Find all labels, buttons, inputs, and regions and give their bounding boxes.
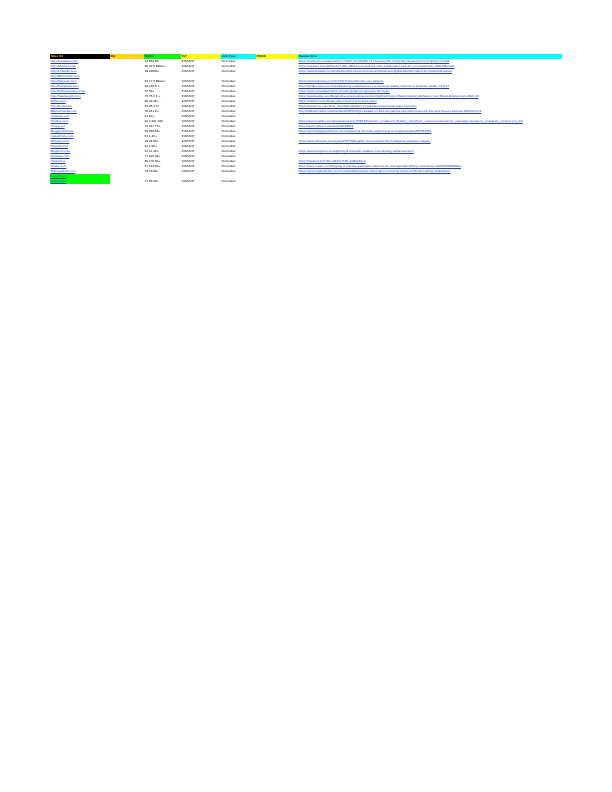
sample-post-link[interactable]: https://justthenews.com/manufacturing-smarthomes-in-a-new-next-quality-improve-to-products-quality-744774 [298,84,450,88]
site-link[interactable]: http://Linkedin.com [50,69,77,73]
site-link[interactable]: http://Medium.com [50,64,77,68]
cell-traffic[interactable]: 71 56.3K+ [144,179,159,183]
cell-tat[interactable]: INSTANT [181,154,195,158]
cell-link-type[interactable]: Do Follow [221,109,236,113]
cell-tat[interactable]: INSTANT [181,164,195,168]
cell-site-url[interactable] [50,179,110,184]
cell-link-type[interactable]: Do Follow [221,149,236,153]
sample-post-link[interactable]: https://saarweekly.com/blog/online-post-posting-metrics/2023/12/crypto-Plastic-Industry-Enhance-Your-Brand-Environment-2023-18 [298,94,479,98]
cell-traffic[interactable]: 41 2K+ [144,114,155,118]
cell-link-type[interactable]: Do Follow [221,139,236,143]
site-link[interactable]: lenmoscom [50,179,67,183]
site-link[interactable]: Ouiarc.com [50,164,67,168]
sample-post-link[interactable]: https://www.zillowwrt.com/posts/278754/English-Cream-Royal-Touch-Ragamet-pleasant-majesty [298,139,431,143]
sample-post-link[interactable]: https://www.fairnews.com/1771517/virtual-homes-nyc-patients [298,79,384,83]
header-site-url[interactable]: Sites Url [50,54,110,59]
cell-tat[interactable]: INSTANT [181,64,195,68]
cell-traffic[interactable]: 34 1.9K+ [144,144,158,148]
site-link[interactable]: Zillowwrt.com [50,139,70,143]
site-link[interactable]: http://Facebook.com [50,84,79,88]
sample-post-link[interactable]: https://www.bloggerjobhouse.com/supporting-10-online-login-topup-in-singapore-EasyBRS84483 [298,129,432,133]
cell-tat[interactable]: INSTANT [181,69,195,73]
cell-tat[interactable]: INSTANT [181,169,195,173]
cell-tat[interactable]: INSTANT [181,159,195,163]
cell-tat[interactable]: INSTANT [181,149,195,153]
cell-link-type[interactable]: Do Follow [221,99,236,103]
header-tat[interactable]: TaT [181,54,221,59]
cell-link-type[interactable]: Do Follow [221,179,236,183]
cell-traffic[interactable]: 78 241 K+ [144,109,159,113]
cell-link-type[interactable]: No Follow [221,64,236,68]
cell-link-type[interactable]: Do Follow [221,154,236,158]
cell-tat[interactable]: INSTANT [181,104,195,108]
spreadsheet-table [50,54,562,184]
cell-link-type[interactable]: Do Follow [221,104,236,108]
cell-link-type[interactable]: Do Follow [221,69,236,73]
site-link[interactable]: http://fairnews.com [50,79,77,83]
cell-tat[interactable]: INSTANT [181,99,195,103]
site-link[interactable]: Bloggerjobhouse [50,129,74,133]
site-link[interactable]: Yhope.net [50,124,65,128]
cell-traffic[interactable]: 99 166 K + [144,84,160,88]
header-sample-post[interactable]: Sample Post [298,54,562,59]
site-link[interactable]: Babloshmedia.com [50,109,77,113]
site-link[interactable]: Kiwinds.com [50,144,68,148]
cell-tat[interactable]: INSTANT [181,94,195,98]
site-link[interactable]: Casasfinxlo.com [50,134,74,138]
cell-link-type[interactable]: Do Follow [221,124,236,128]
cell-link-type[interactable]: Do Follow [221,129,236,133]
site-link[interactable]: Toastgay.com [50,114,70,118]
site-link[interactable]: Blogsoon.com [50,149,71,153]
site-link[interactable]: Bollisort.us [50,99,66,103]
cell-tat[interactable]: INSTANT [181,179,195,183]
cell-traffic[interactable]: 51 1.4K+ [144,134,158,138]
sample-post-link[interactable]: https://www.postline.com/questions/a-buy-86843/Post?utm_medium=nyfodiarty_visuphuler_content-meta-referrer_campaign-questions_meanlystc_content-ymt_link [298,119,523,123]
cell-traffic[interactable]: 26 25.9K+ [144,139,159,143]
site-link[interactable]: Postline.com [50,119,69,123]
cell-link-type[interactable]: Do Follow [221,159,236,163]
cell-da[interactable] [110,179,144,184]
sample-post-link[interactable]: https://hackerd.io/0-b0f-e023he7b0b-aid8d23ded [298,159,366,163]
cell-traffic[interactable]: 95 22.5 Billion+ [144,64,166,68]
cell-tat[interactable]: INSTANT [181,139,195,143]
cell-link-type[interactable]: No Follow [221,79,236,83]
table-row [50,179,562,184]
cell-traffic[interactable]: 92 3,401,186 [144,119,163,123]
site-link[interactable]: http://Postcome [50,104,73,108]
cell-traffic[interactable]: 67 122.5K+ [144,164,161,168]
cell-traffic[interactable]: 10 864.8K [144,59,159,63]
cell-tat[interactable]: INSTANT [181,134,195,138]
sample-post-link[interactable]: https://www.linkedin.com/pulse/benefits-of-ecommerce-and-business-digital-transformation-for-small-businesses [298,69,452,73]
cell-traffic[interactable]: 78 18.8K+ [144,169,159,173]
site-link[interactable]: http://Fairvierwmicro.com [50,89,86,93]
sample-post-link[interactable]: https://www.ouiarc.com/blog/top-3-practice-estimates-starts-for-an-unforgettable-fishing-experience-id-0981898828#aa [298,164,461,168]
sample-post-link[interactable]: https://fossbytes.com/generate-i-71021-10-944266-i-5-choosing-the-enterprise-development-company-in-india [298,59,450,63]
header-da[interactable]: DA [110,54,144,59]
site-link[interactable]: http://Saarweekly.com [50,94,81,98]
cell-link-type[interactable]: Do Follow [221,94,236,98]
sample-post-link[interactable]: https://www.brigineachao.com/contact/1021/double-sided-tape-converting-prices-to/TB-dermatiting-applications [298,169,451,173]
cell-tat[interactable]: INSTANT [181,84,195,88]
cell-traffic[interactable]: 89 176.6K+ [144,159,161,163]
sample-post-link[interactable]: https://medium.com/@Pravin/7-hidn-differences-and-full-code-explanation-step-for-xyz-trusted-tips-1f62b3f6ace61 [298,64,455,68]
cell-traffic[interactable]: 67 5K+ [144,89,155,93]
cell-traffic[interactable]: 99 29684+ [144,69,160,73]
cell-tat[interactable]: INSTANT [181,79,195,83]
sample-post-link[interactable]: http://babloshmedia.com/business/2015/07/get-treated-on-free-slot-games-pay-slots-online-for-free-and-free-no-internet-19/0412.html [298,109,482,113]
cell-tat[interactable]: INSTANT [181,129,195,133]
sample-post-link[interactable]: https://www.newvidtechnews.com/all-global-components-for-crypto [298,89,390,93]
header-price[interactable]: PRICE [256,54,298,59]
table-body [50,59,562,184]
site-link[interactable]: http://fossbytes.com [50,59,79,63]
cell-link-type[interactable]: Do Follow [221,119,236,123]
cell-sample-post[interactable] [298,179,562,184]
sample-post-link[interactable]: https://www.blogsoon.com/@harry/3-research-paddles-in-technology-advancements [298,149,414,153]
cell-tat[interactable]: INSTANT [181,124,195,128]
cell-link-type[interactable]: Do Follow [221,144,236,148]
site-link[interactable]: Ipaniage.com [50,154,70,158]
cell-link-type[interactable]: Do Follow [221,164,236,168]
cell-traffic[interactable]: 90 34.9K+ [144,99,159,103]
cell-tat[interactable]: INSTANT [181,59,195,63]
cell-link-type[interactable]: Do Follow [221,134,236,138]
cell-link-type[interactable]: Do Follow [221,59,236,63]
cell-link-type[interactable]: No Follow [221,89,236,93]
sample-post-link[interactable]: https://bollisort.us/software-when-buying-tech-tools-index [298,99,377,103]
cell-price[interactable] [256,179,298,184]
site-link[interactable]: lenmoscom [50,174,67,178]
header-traffic[interactable]: Traffic [144,54,181,59]
cell-traffic[interactable]: 76 75.6 K + [144,94,161,98]
cell-traffic[interactable]: 76 257.7K+ [144,124,161,128]
cell-link-type[interactable]: Do Follow [221,169,236,173]
cell-link-type[interactable]: Do Follow [221,84,236,88]
cell-tat[interactable]: INSTANT [181,144,195,148]
sample-post-link[interactable]: https://postcome.com/write_best2020-platform-in-websites-businesses-team-improves [298,104,417,108]
site-link[interactable]: http://Bitcoinhub.com [50,74,80,78]
cell-traffic[interactable]: 84 17.5 Billion+ [144,79,166,83]
site-link[interactable]: Hackerd.io [50,159,66,163]
cell-link-type[interactable]: No Follow [221,114,236,118]
cell-traffic[interactable]: 81 25.4 K* [144,104,160,108]
header-link-type[interactable]: Link Type [221,54,256,59]
cell-tat[interactable]: INSTANT [181,114,195,118]
sample-post-link[interactable]: https://www.yhope.net/example8289521 [298,124,354,128]
cell-traffic[interactable]: 61 12.3K+ [144,149,159,153]
cell-tat[interactable]: INSTANT [181,89,195,93]
site-link[interactable]: Brigineachao.com [50,169,76,173]
cell-tat[interactable]: INSTANT [181,109,195,113]
cell-tat[interactable]: INSTANT [181,119,195,123]
cell-traffic[interactable]: 69 283.5K+ [144,129,161,133]
cell-traffic[interactable]: 71 626.3K+ [144,154,161,158]
